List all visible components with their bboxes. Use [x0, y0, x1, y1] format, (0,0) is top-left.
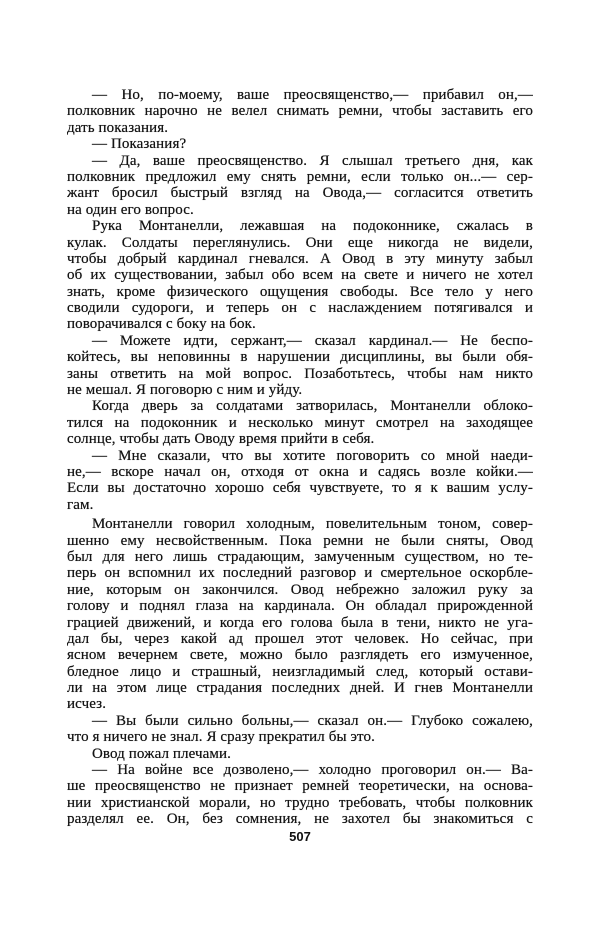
text-line: нии христианской морали, но трудно требовать, чтобы полковник [67, 794, 533, 811]
paragraph [67, 762, 533, 828]
text-line: был для него лишь страдающим, замученным существом, но те- [67, 548, 533, 565]
text-line: — Можете идти, сержант,— сказал кардинал.— Не беспо- [92, 332, 533, 349]
text-line: Монтанелли говорил холодным, повелительным тоном, совер- [92, 516, 533, 533]
text-line: Рука Монтанелли, лежавшая на подоконнике, сжалась в [92, 218, 533, 235]
text-line: Когда дверь за солдатами затворилась, Монтанелли облоко- [92, 398, 533, 415]
paragraph [67, 333, 533, 399]
text-line: ясном вечернем свете, можно было разглядеть его измученное, [67, 647, 533, 664]
body-text [67, 87, 533, 828]
paragraph [67, 218, 533, 333]
text-line: исчез. [67, 696, 107, 713]
text-line: дал бы, через какой ад прошел этот человек. Но сейчас, при [67, 630, 533, 647]
text-line: дать показания. [67, 119, 169, 136]
text-line: полковник предложил ему снять ремни, если только он...— сер- [67, 168, 533, 185]
text-line: — Но, по-моему, ваше преосвященство,— прибавил он,— [92, 87, 533, 103]
text-line: шенно ему несвойственным. Пока ремни не были сняты, Овод [67, 532, 533, 549]
paragraph [67, 136, 533, 152]
text-line: чтобы добрый кардинал гневался. А Овод в эту минуту забыл [67, 250, 533, 267]
text-line: заны ответить на мой вопрос. Позаботьтесь, чтобы нам никто [67, 365, 533, 382]
text-line: Если вы достаточно хорошо себя чувствуете, то я к вашим услу- [67, 480, 533, 497]
text-line: ние, которым он закончился. Овод небрежно заложил руку за [67, 581, 533, 598]
text-line: сводили судороги, и теперь он с наслаждением потягивался и [67, 300, 533, 317]
page-number: 507 [289, 829, 311, 844]
text-line: знать, кроме физического ощущения свободы. Все тело у него [67, 283, 533, 300]
paragraph [67, 516, 533, 713]
paragraph [67, 398, 533, 447]
paragraph [67, 448, 533, 514]
text-line: об их существовании, забыл обо всем на свете и ничего не хотел [67, 267, 533, 284]
text-line: Овод пожал плечами. [92, 745, 231, 762]
text-line: ше преосвященство не признает ремней теоретически, на основа- [67, 778, 533, 795]
text-line: — На войне все дозволено,— холодно проговорил он.— Ва- [92, 762, 533, 779]
text-line: полковник нарочно не велел снимать ремни, чтобы заставить его [67, 103, 533, 120]
text-line: ли на этом лице страдания последних дней. И гнев Монтанелли [67, 680, 533, 697]
text-line: не,— вскоре начал он, отходя от окна и садясь возле койки.— [67, 463, 533, 480]
paragraph [67, 153, 533, 219]
text-line: койтесь, вы неповинны в нарушении дисциплины, вы были обя- [67, 349, 533, 366]
paragraph [67, 713, 533, 746]
text-line: кулак. Солдаты переглянулись. Они еще никогда не видели, [67, 234, 533, 251]
text-line: голову и поднял глаза на кардинала. Он обладал прирожденной [67, 598, 533, 615]
text-line: что я ничего не знал. Я сразу прекратил бы это. [67, 729, 375, 746]
text-line: тился на подоконник и несколько минут смотрел на заходящее [67, 414, 533, 431]
text-line: солнце, чтобы дать Оводу время прийти в себя. [67, 431, 375, 448]
text-line: бледное лицо и страшный, неизгладимый след, который остави- [67, 663, 533, 680]
text-line: — Показания? [92, 136, 187, 153]
text-line: на один его вопрос. [67, 201, 194, 218]
text-line: перь он вспомнил их последний разговор и смертельное оскорбле- [67, 565, 533, 582]
text-line: — Да, ваше преосвященство. Я слышал третьего дня, как [92, 152, 533, 169]
text-line: — Мне сказали, что вы хотите поговорить со мной наеди- [92, 447, 533, 464]
paragraph [67, 746, 533, 762]
paragraph [67, 87, 533, 136]
text-line: поворачивался с боку на бок. [67, 316, 256, 333]
text-line: гам. [67, 496, 94, 513]
text-line: разделял ее. Он, без сомнения, не захотел бы знакомиться с [67, 811, 533, 828]
text-line: не мешал. Я поговорю с ним и уйду. [67, 382, 303, 399]
text-line: — Вы были сильно больны,— сказал он.— Глубоко сожалею, [92, 712, 533, 729]
text-line: грацией движений, и когда его голова была в тени, никто не уга- [67, 614, 533, 631]
text-line: жант бросил быстрый взгляд на Овода,— согласится ответить [67, 185, 533, 202]
